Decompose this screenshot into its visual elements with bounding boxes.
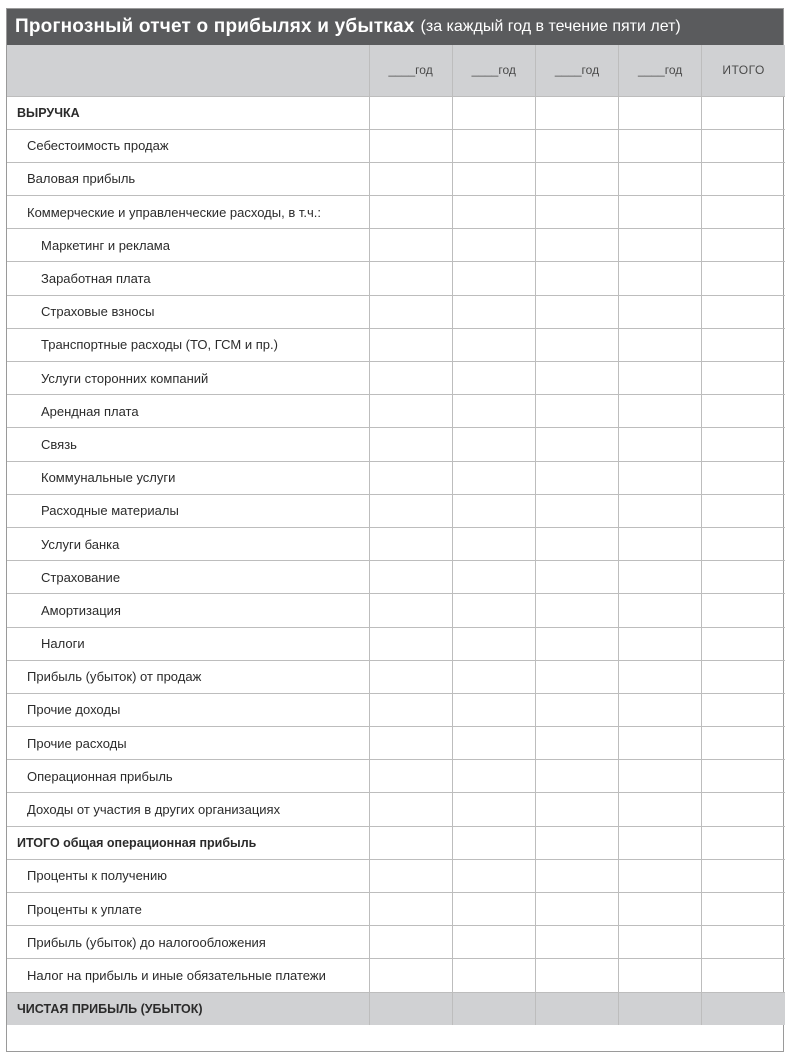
year-value-cell[interactable] [369, 362, 452, 395]
year-value-cell[interactable] [535, 295, 618, 328]
header-row [7, 45, 785, 96]
table-row [7, 428, 785, 461]
table-row [7, 162, 785, 195]
row-label: Коммерческие и управленческие расходы, в т.ч.: [7, 196, 369, 229]
year-value-cell[interactable] [535, 328, 618, 361]
total-value-cell[interactable] [702, 494, 785, 527]
year-value-cell[interactable] [535, 494, 618, 527]
year-value-cell[interactable] [452, 760, 535, 793]
total-value-cell[interactable] [702, 262, 785, 295]
year-value-cell[interactable] [535, 229, 618, 262]
year-value-cell[interactable] [619, 494, 702, 527]
total-value-cell[interactable] [702, 693, 785, 726]
year-value-cell[interactable] [619, 561, 702, 594]
year-value-cell[interactable] [452, 129, 535, 162]
year-value-cell[interactable] [452, 959, 535, 992]
year-value-cell[interactable] [619, 461, 702, 494]
table-row [7, 660, 785, 693]
table-row [7, 727, 785, 760]
total-value-cell[interactable] [702, 395, 785, 428]
row-label: Проценты к получению [7, 859, 369, 892]
total-value-cell[interactable] [702, 362, 785, 395]
page-subtitle: (за каждый год в течение пяти лет) [420, 18, 681, 35]
table-row [7, 594, 785, 627]
total-value-cell[interactable] [702, 893, 785, 926]
year-value-cell[interactable] [452, 727, 535, 760]
total-value-cell[interactable] [702, 926, 785, 959]
row-label: Налог на прибыль и иные обязательные платежи [7, 959, 369, 992]
year-value-cell[interactable] [369, 129, 452, 162]
year-value-cell[interactable] [452, 229, 535, 262]
table-row [7, 295, 785, 328]
table-row [7, 229, 785, 262]
row-label: Налоги [7, 627, 369, 660]
total-value-cell[interactable] [702, 328, 785, 361]
column-header-year-1: ____год [369, 45, 452, 96]
row-label: Амортизация [7, 594, 369, 627]
year-value-cell[interactable] [619, 229, 702, 262]
total-value-cell[interactable] [702, 129, 785, 162]
table-row [7, 926, 785, 959]
total-value-cell[interactable] [702, 859, 785, 892]
year-value-cell[interactable] [619, 859, 702, 892]
year-value-cell[interactable] [535, 395, 618, 428]
row-label: Прибыль (убыток) до налогообложения [7, 926, 369, 959]
year-value-cell[interactable] [369, 727, 452, 760]
year-value-cell[interactable] [619, 162, 702, 195]
total-value-cell[interactable] [702, 826, 785, 859]
year-value-cell[interactable] [535, 660, 618, 693]
year-value-cell[interactable] [452, 561, 535, 594]
table-row [7, 959, 785, 992]
year-value-cell[interactable] [369, 527, 452, 560]
year-value-cell[interactable] [369, 893, 452, 926]
year-value-cell[interactable] [452, 527, 535, 560]
year-value-cell[interactable] [369, 262, 452, 295]
year-value-cell[interactable] [535, 594, 618, 627]
year-value-cell[interactable] [535, 826, 618, 859]
year-value-cell[interactable] [619, 527, 702, 560]
row-label: Прочие доходы [7, 693, 369, 726]
table-row [7, 760, 785, 793]
year-value-cell[interactable] [369, 328, 452, 361]
year-value-cell[interactable] [619, 96, 702, 129]
year-value-cell[interactable] [535, 162, 618, 195]
year-value-cell[interactable] [452, 992, 535, 1025]
total-value-cell[interactable] [702, 992, 785, 1025]
year-value-cell[interactable] [535, 96, 618, 129]
row-label: Связь [7, 428, 369, 461]
column-header-year-3: ____год [535, 45, 618, 96]
table-row [7, 96, 785, 129]
column-header-total: ИТОГО [702, 45, 785, 96]
total-value-cell[interactable] [702, 295, 785, 328]
year-value-cell[interactable] [452, 96, 535, 129]
total-value-cell[interactable] [702, 527, 785, 560]
row-label: ИТОГО общая операционная прибыль [7, 826, 369, 859]
column-header-year-4: ____год [619, 45, 702, 96]
year-value-cell[interactable] [369, 461, 452, 494]
year-value-cell[interactable] [535, 627, 618, 660]
year-value-cell[interactable] [369, 561, 452, 594]
year-value-cell[interactable] [452, 627, 535, 660]
total-value-cell[interactable] [702, 627, 785, 660]
year-value-cell[interactable] [452, 461, 535, 494]
total-value-cell[interactable] [702, 760, 785, 793]
table-row [7, 262, 785, 295]
title-bar [7, 9, 783, 45]
year-value-cell[interactable] [535, 693, 618, 726]
header-label-cell [7, 45, 369, 96]
total-value-cell[interactable] [702, 96, 785, 129]
year-value-cell[interactable] [619, 627, 702, 660]
year-value-cell[interactable] [619, 826, 702, 859]
year-value-cell[interactable] [535, 196, 618, 229]
table-row [7, 527, 785, 560]
year-value-cell[interactable] [619, 760, 702, 793]
row-label: Операционная прибыль [7, 760, 369, 793]
year-value-cell[interactable] [369, 992, 452, 1025]
year-value-cell[interactable] [535, 926, 618, 959]
year-value-cell[interactable] [452, 196, 535, 229]
year-value-cell[interactable] [535, 362, 618, 395]
row-label: Валовая прибыль [7, 162, 369, 195]
year-value-cell[interactable] [535, 461, 618, 494]
year-value-cell[interactable] [619, 262, 702, 295]
total-value-cell[interactable] [702, 561, 785, 594]
total-value-cell[interactable] [702, 229, 785, 262]
table-row [7, 627, 785, 660]
year-value-cell[interactable] [619, 328, 702, 361]
year-value-cell[interactable] [369, 760, 452, 793]
year-value-cell[interactable] [369, 295, 452, 328]
table-row [7, 362, 785, 395]
year-value-cell[interactable] [452, 693, 535, 726]
total-value-cell[interactable] [702, 196, 785, 229]
year-value-cell[interactable] [369, 494, 452, 527]
year-value-cell[interactable] [535, 727, 618, 760]
table-row [7, 328, 785, 361]
year-value-cell[interactable] [535, 760, 618, 793]
year-value-cell[interactable] [452, 859, 535, 892]
row-label: Транспортные расходы (ТО, ГСМ и пр.) [7, 328, 369, 361]
year-value-cell[interactable] [535, 793, 618, 826]
year-value-cell[interactable] [535, 428, 618, 461]
table-row [7, 859, 785, 892]
year-value-cell[interactable] [535, 129, 618, 162]
year-value-cell[interactable] [452, 826, 535, 859]
year-value-cell[interactable] [535, 992, 618, 1025]
year-value-cell[interactable] [619, 295, 702, 328]
year-value-cell[interactable] [452, 362, 535, 395]
forecast-table [7, 45, 785, 1025]
total-value-cell[interactable] [702, 793, 785, 826]
total-value-cell[interactable] [702, 428, 785, 461]
total-value-cell[interactable] [702, 660, 785, 693]
year-value-cell[interactable] [369, 859, 452, 892]
year-value-cell[interactable] [369, 395, 452, 428]
year-value-cell[interactable] [619, 893, 702, 926]
year-value-cell[interactable] [452, 926, 535, 959]
year-value-cell[interactable] [369, 229, 452, 262]
row-label: ЧИСТАЯ ПРИБЫЛЬ (УБЫТОК) [7, 992, 369, 1025]
year-value-cell[interactable] [369, 826, 452, 859]
table-row [7, 561, 785, 594]
table-row [7, 826, 785, 859]
year-value-cell[interactable] [452, 395, 535, 428]
year-value-cell[interactable] [619, 594, 702, 627]
year-value-cell[interactable] [369, 660, 452, 693]
table-row [7, 693, 785, 726]
year-value-cell[interactable] [619, 693, 702, 726]
year-value-cell[interactable] [369, 162, 452, 195]
row-label: Расходные материалы [7, 494, 369, 527]
year-value-cell[interactable] [619, 793, 702, 826]
table-row [7, 196, 785, 229]
year-value-cell[interactable] [452, 660, 535, 693]
total-value-cell[interactable] [702, 461, 785, 494]
page-title: Прогнозный отчет о прибылях и убытках [15, 16, 415, 37]
year-value-cell[interactable] [452, 262, 535, 295]
year-value-cell[interactable] [452, 793, 535, 826]
table-row [7, 461, 785, 494]
row-label: Себестоимость продаж [7, 129, 369, 162]
year-value-cell[interactable] [619, 362, 702, 395]
year-value-cell[interactable] [619, 992, 702, 1025]
year-value-cell[interactable] [619, 395, 702, 428]
row-label: Страхование [7, 561, 369, 594]
table-row [7, 893, 785, 926]
year-value-cell[interactable] [619, 660, 702, 693]
table-row [7, 992, 785, 1025]
year-value-cell[interactable] [452, 428, 535, 461]
year-value-cell[interactable] [619, 727, 702, 760]
year-value-cell[interactable] [369, 428, 452, 461]
total-value-cell[interactable] [702, 959, 785, 992]
row-label: Прибыль (убыток) от продаж [7, 660, 369, 693]
table-row [7, 395, 785, 428]
year-value-cell[interactable] [369, 627, 452, 660]
year-value-cell[interactable] [452, 494, 535, 527]
year-value-cell[interactable] [452, 295, 535, 328]
row-label: Доходы от участия в других организациях [7, 793, 369, 826]
year-value-cell[interactable] [535, 262, 618, 295]
row-label: Прочие расходы [7, 727, 369, 760]
year-value-cell[interactable] [619, 428, 702, 461]
total-value-cell[interactable] [702, 727, 785, 760]
row-label: ВЫРУЧКА [7, 96, 369, 129]
table-row [7, 129, 785, 162]
year-value-cell[interactable] [535, 527, 618, 560]
year-value-cell[interactable] [535, 959, 618, 992]
column-header-year-2: ____год [452, 45, 535, 96]
row-label: Услуги банка [7, 527, 369, 560]
profit-loss-forecast-form [6, 8, 784, 1052]
year-value-cell[interactable] [452, 328, 535, 361]
year-value-cell[interactable] [535, 561, 618, 594]
row-label: Проценты к уплате [7, 893, 369, 926]
year-value-cell[interactable] [452, 162, 535, 195]
total-value-cell[interactable] [702, 594, 785, 627]
table-row [7, 793, 785, 826]
year-value-cell[interactable] [369, 693, 452, 726]
year-value-cell[interactable] [369, 926, 452, 959]
row-label: Заработная плата [7, 262, 369, 295]
year-value-cell[interactable] [369, 96, 452, 129]
year-value-cell[interactable] [535, 859, 618, 892]
year-value-cell[interactable] [369, 959, 452, 992]
row-label: Страховые взносы [7, 295, 369, 328]
year-value-cell[interactable] [619, 196, 702, 229]
table-row [7, 494, 785, 527]
year-value-cell[interactable] [369, 594, 452, 627]
year-value-cell[interactable] [619, 926, 702, 959]
year-value-cell[interactable] [535, 893, 618, 926]
row-label: Маркетинг и реклама [7, 229, 369, 262]
year-value-cell[interactable] [369, 196, 452, 229]
year-value-cell[interactable] [619, 129, 702, 162]
year-value-cell[interactable] [619, 959, 702, 992]
row-label: Услуги сторонних компаний [7, 362, 369, 395]
year-value-cell[interactable] [452, 893, 535, 926]
total-value-cell[interactable] [702, 162, 785, 195]
row-label: Коммунальные услуги [7, 461, 369, 494]
row-label: Арендная плата [7, 395, 369, 428]
year-value-cell[interactable] [452, 594, 535, 627]
year-value-cell[interactable] [369, 793, 452, 826]
